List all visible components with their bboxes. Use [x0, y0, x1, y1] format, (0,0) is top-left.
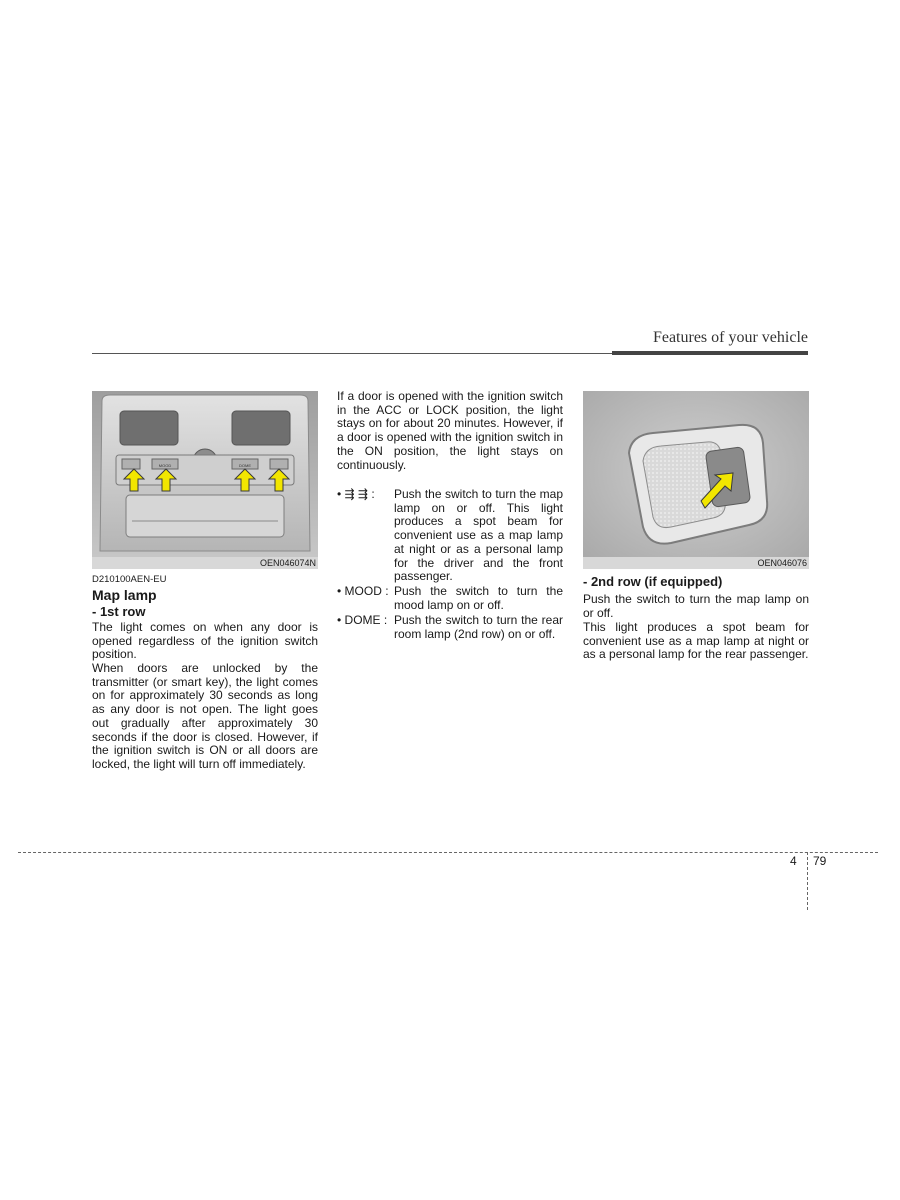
list-item-map-switch — [337, 488, 563, 584]
paragraph-2nd-row-a: Push the switch to turn the map lamp on or off. — [583, 592, 809, 620]
header-rule-accent — [612, 351, 808, 355]
list-item-dome — [337, 614, 563, 656]
rear-map-lamp-photo — [583, 391, 809, 569]
footer-divider — [807, 852, 808, 910]
dome-desc: Push the switch to turn the rear room lamp (2nd row) on or off. — [394, 613, 563, 641]
list-item-mood — [337, 585, 563, 613]
paragraph-ignition: If a door is opened with the ignition switch in the ACC or LOCK position, the light stays on for about 20 minutes. However, if a door is opened with the ignition switch in the ON position, the light stays on continuously. — [337, 389, 563, 472]
overhead-console-illustration — [92, 391, 318, 569]
subheading-1st-row: - 1st row — [92, 604, 146, 619]
image-caption-right: OEN046076 — [757, 558, 807, 568]
footer-rule — [18, 852, 878, 853]
paragraph-1st-row-b: When doors are unlocked by the transmitter (or smart key), the light comes on for approximately 30 seconds as long as any door is not open. The light goes out gradually after approximately 30 seconds if the door is closed. However, if the ignition switch is ON or all doors are locked, the light will turn off immediately. — [92, 661, 318, 771]
section-code: D210100AEN-EU — [92, 574, 167, 585]
chapter-number: 4 — [790, 854, 797, 868]
map-switch-desc: Push the switch to turn the map lamp on or off. This light produces a spot beam for convenient use as a map lamp at night or as a personal lamp for the driver and the front passenger. — [394, 487, 563, 584]
rear-map-lamp-illustration — [583, 391, 809, 569]
mood-desc: Push the switch to turn the mood lamp on or off. — [394, 584, 563, 612]
section-title: Features of your vehicle — [652, 329, 808, 346]
mood-switch-label: MOOD — [158, 463, 172, 468]
subheading-2nd-row: - 2nd row (if equipped) — [583, 574, 723, 589]
map-switch-key: • ⇶ ⇶ : — [337, 487, 375, 501]
heading-map-lamp: Map lamp — [92, 587, 157, 603]
paragraph-1st-row-a: The light comes on when any door is opened regardless of the ignition switch position. — [92, 620, 318, 662]
dome-key: • DOME : — [337, 613, 388, 627]
overhead-console-photo — [92, 391, 318, 569]
image-caption-left: OEN046074N — [259, 558, 316, 568]
dome-switch-label: DOME — [239, 463, 251, 468]
page-number: 79 — [813, 854, 827, 868]
paragraph-2nd-row-b: This light produces a spot beam for convenient use as a map lamp at night or as a personal lamp for the rear passenger. — [583, 620, 809, 662]
mood-key: • MOOD : — [337, 584, 389, 598]
